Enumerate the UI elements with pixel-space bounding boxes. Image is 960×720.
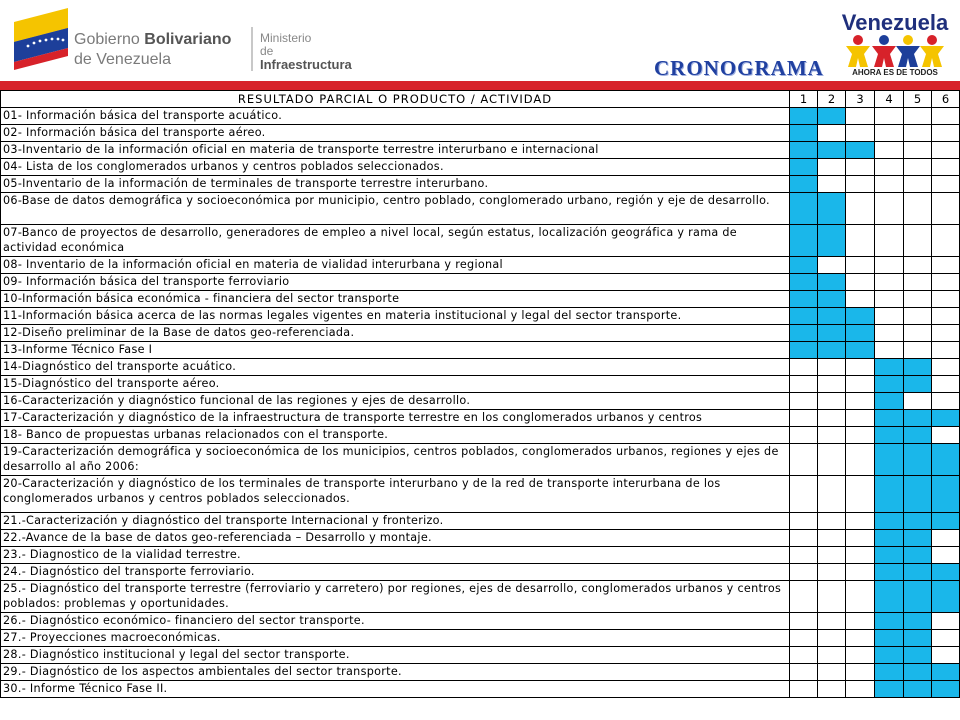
empty-month-cell bbox=[932, 225, 960, 257]
empty-month-cell bbox=[790, 410, 818, 427]
table-row bbox=[1, 427, 960, 444]
empty-month-cell bbox=[846, 530, 875, 547]
empty-month-cell bbox=[904, 176, 932, 193]
empty-month-cell bbox=[790, 630, 818, 647]
empty-month-cell bbox=[932, 291, 960, 308]
scheduled-month-cell bbox=[790, 325, 818, 342]
empty-month-cell bbox=[818, 125, 846, 142]
scheduled-month-cell bbox=[875, 664, 904, 681]
table-row bbox=[1, 142, 960, 159]
empty-month-cell bbox=[875, 108, 904, 125]
table-row bbox=[1, 664, 960, 681]
table-row bbox=[1, 291, 960, 308]
scheduled-month-cell bbox=[875, 427, 904, 444]
activity-label: 10-Información básica económica - financiera del sector transporte bbox=[1, 291, 790, 308]
page-title: CRONOGRAMA bbox=[654, 56, 824, 80]
empty-month-cell bbox=[932, 176, 960, 193]
empty-month-cell bbox=[932, 159, 960, 176]
venezuela-flag-logo bbox=[10, 6, 72, 70]
empty-month-cell bbox=[904, 393, 932, 410]
activity-label: 03-Inventario de la información oficial en materia de transporte terrestre interurbano e internacional bbox=[1, 142, 790, 159]
scheduled-month-cell bbox=[875, 410, 904, 427]
scheduled-month-cell bbox=[904, 581, 932, 613]
empty-month-cell bbox=[904, 225, 932, 257]
empty-month-cell bbox=[846, 681, 875, 698]
scheduled-month-cell bbox=[904, 359, 932, 376]
empty-month-cell bbox=[846, 664, 875, 681]
empty-month-cell bbox=[846, 427, 875, 444]
empty-month-cell bbox=[846, 513, 875, 530]
empty-month-cell bbox=[875, 176, 904, 193]
scheduled-month-cell bbox=[818, 308, 846, 325]
activity-label: 24.- Diagnóstico del transporte ferroviario. bbox=[1, 564, 790, 581]
table-row bbox=[1, 359, 960, 376]
empty-month-cell bbox=[790, 681, 818, 698]
empty-month-cell bbox=[846, 376, 875, 393]
empty-month-cell bbox=[875, 291, 904, 308]
activity-label: 08- Inventario de la información oficial en materia de vialidad interurbana y regional bbox=[1, 257, 790, 274]
empty-month-cell bbox=[875, 159, 904, 176]
activity-label: 25.- Diagnóstico del transporte terrestre (ferroviario y carretero) por regiones, ejes de desarrollo, conglomerados urbanos y centros poblados: problemas y oportunidades. bbox=[1, 581, 790, 613]
scheduled-month-cell bbox=[875, 444, 904, 476]
empty-month-cell bbox=[932, 547, 960, 564]
scheduled-month-cell bbox=[818, 108, 846, 125]
empty-month-cell bbox=[790, 530, 818, 547]
empty-month-cell bbox=[846, 291, 875, 308]
scheduled-month-cell bbox=[790, 142, 818, 159]
ministry-name bbox=[260, 32, 352, 71]
empty-month-cell bbox=[818, 613, 846, 630]
empty-month-cell bbox=[846, 581, 875, 613]
scheduled-month-cell bbox=[875, 564, 904, 581]
scheduled-month-cell bbox=[904, 681, 932, 698]
table-row bbox=[1, 193, 960, 225]
table-row bbox=[1, 274, 960, 291]
empty-month-cell bbox=[790, 664, 818, 681]
empty-month-cell bbox=[875, 225, 904, 257]
empty-month-cell bbox=[846, 564, 875, 581]
empty-month-cell bbox=[846, 159, 875, 176]
activity-label: 18- Banco de propuestas urbanas relacionados con el transporte. bbox=[1, 427, 790, 444]
empty-month-cell bbox=[818, 664, 846, 681]
empty-month-cell bbox=[818, 647, 846, 664]
scheduled-month-cell bbox=[932, 681, 960, 698]
activity-label: 05-Inventario de la información de terminales de transporte terrestre interurbano. bbox=[1, 176, 790, 193]
empty-month-cell bbox=[904, 159, 932, 176]
scheduled-month-cell bbox=[875, 513, 904, 530]
activity-label: 06-Base de datos demográfica y socioeconómica por municipio, centro poblado, conglomerado urbano, región y eje de desarrollo. bbox=[1, 193, 790, 225]
scheduled-month-cell bbox=[904, 613, 932, 630]
scheduled-month-cell bbox=[875, 376, 904, 393]
month-header: 6 bbox=[932, 91, 960, 108]
scheduled-month-cell bbox=[932, 564, 960, 581]
activity-label: 21.-Caracterización y diagnóstico del transporte Internacional y fronterizo. bbox=[1, 513, 790, 530]
scheduled-month-cell bbox=[790, 125, 818, 142]
empty-month-cell bbox=[790, 444, 818, 476]
scheduled-month-cell bbox=[790, 225, 818, 257]
table-header-row bbox=[1, 91, 960, 108]
scheduled-month-cell bbox=[790, 108, 818, 125]
scheduled-month-cell bbox=[818, 225, 846, 257]
empty-month-cell bbox=[790, 359, 818, 376]
empty-month-cell bbox=[875, 142, 904, 159]
table-row bbox=[1, 342, 960, 359]
logo-title: Venezuela bbox=[841, 10, 949, 35]
scheduled-month-cell bbox=[904, 664, 932, 681]
activity-label: 20-Caracterización y diagnóstico de los terminales de transporte interurbano y de la red de transporte interurbana de los conglomerados urbanos y centros poblados seleccionados. bbox=[1, 476, 790, 513]
empty-month-cell bbox=[790, 647, 818, 664]
scheduled-month-cell bbox=[818, 325, 846, 342]
empty-month-cell bbox=[818, 427, 846, 444]
scheduled-month-cell bbox=[875, 547, 904, 564]
table-row bbox=[1, 513, 960, 530]
scheduled-month-cell bbox=[846, 342, 875, 359]
people-figures-icon bbox=[844, 34, 946, 68]
empty-month-cell bbox=[932, 376, 960, 393]
table-row bbox=[1, 125, 960, 142]
month-header: 3 bbox=[846, 91, 875, 108]
empty-month-cell bbox=[904, 125, 932, 142]
table-row bbox=[1, 159, 960, 176]
empty-month-cell bbox=[818, 257, 846, 274]
empty-month-cell bbox=[932, 359, 960, 376]
empty-month-cell bbox=[932, 342, 960, 359]
table-row bbox=[1, 393, 960, 410]
empty-month-cell bbox=[904, 193, 932, 225]
empty-month-cell bbox=[790, 393, 818, 410]
ministry-line2: de bbox=[260, 44, 274, 58]
table-row bbox=[1, 530, 960, 547]
empty-month-cell bbox=[818, 410, 846, 427]
scheduled-month-cell bbox=[818, 291, 846, 308]
venezuela-ahora-es-de-todos-logo bbox=[838, 10, 952, 80]
scheduled-month-cell bbox=[932, 581, 960, 613]
empty-month-cell bbox=[818, 513, 846, 530]
empty-month-cell bbox=[846, 613, 875, 630]
scheduled-month-cell bbox=[818, 193, 846, 225]
activity-label: 04- Lista de los conglomerados urbanos y centros poblados seleccionados. bbox=[1, 159, 790, 176]
empty-month-cell bbox=[846, 125, 875, 142]
gov-line2: de Venezuela bbox=[74, 51, 171, 68]
page-header bbox=[0, 0, 960, 90]
empty-month-cell bbox=[790, 613, 818, 630]
empty-month-cell bbox=[846, 547, 875, 564]
empty-month-cell bbox=[818, 393, 846, 410]
empty-month-cell bbox=[818, 376, 846, 393]
empty-month-cell bbox=[790, 427, 818, 444]
empty-month-cell bbox=[846, 476, 875, 513]
empty-month-cell bbox=[904, 108, 932, 125]
scheduled-month-cell bbox=[904, 410, 932, 427]
table-row bbox=[1, 613, 960, 630]
month-header: 5 bbox=[904, 91, 932, 108]
empty-month-cell bbox=[932, 393, 960, 410]
table-row bbox=[1, 564, 960, 581]
scheduled-month-cell bbox=[790, 257, 818, 274]
scheduled-month-cell bbox=[790, 342, 818, 359]
scheduled-month-cell bbox=[875, 613, 904, 630]
empty-month-cell bbox=[818, 530, 846, 547]
scheduled-month-cell bbox=[904, 630, 932, 647]
month-header: 1 bbox=[790, 91, 818, 108]
empty-month-cell bbox=[846, 630, 875, 647]
empty-month-cell bbox=[846, 410, 875, 427]
government-name bbox=[74, 30, 231, 70]
empty-month-cell bbox=[846, 257, 875, 274]
scheduled-month-cell bbox=[904, 427, 932, 444]
empty-month-cell bbox=[932, 257, 960, 274]
activity-label: 09- Información básica del transporte ferroviario bbox=[1, 274, 790, 291]
activity-label: 11-Información básica acerca de las normas legales vigentes en materia institucional y legal del sector transporte. bbox=[1, 308, 790, 325]
scheduled-month-cell bbox=[790, 159, 818, 176]
empty-month-cell bbox=[875, 342, 904, 359]
scheduled-month-cell bbox=[932, 476, 960, 513]
scheduled-month-cell bbox=[904, 564, 932, 581]
scheduled-month-cell bbox=[904, 530, 932, 547]
activity-label: 27.- Proyecciones macroeconómicas. bbox=[1, 630, 790, 647]
table-row bbox=[1, 257, 960, 274]
scheduled-month-cell bbox=[875, 681, 904, 698]
empty-month-cell bbox=[818, 681, 846, 698]
scheduled-month-cell bbox=[846, 325, 875, 342]
scheduled-month-cell bbox=[875, 359, 904, 376]
empty-month-cell bbox=[818, 630, 846, 647]
empty-month-cell bbox=[846, 108, 875, 125]
scheduled-month-cell bbox=[932, 664, 960, 681]
scheduled-month-cell bbox=[875, 393, 904, 410]
activity-label: 17-Caracterización y diagnóstico de la infraestructura de transporte terrestre en los conglomerados urbanos y centros bbox=[1, 410, 790, 427]
empty-month-cell bbox=[818, 581, 846, 613]
scheduled-month-cell bbox=[875, 476, 904, 513]
scheduled-month-cell bbox=[790, 308, 818, 325]
scheduled-month-cell bbox=[790, 193, 818, 225]
empty-month-cell bbox=[818, 176, 846, 193]
empty-month-cell bbox=[790, 376, 818, 393]
activity-label: 13-Informe Técnico Fase I bbox=[1, 342, 790, 359]
table-row bbox=[1, 476, 960, 513]
empty-month-cell bbox=[932, 427, 960, 444]
schedule-table bbox=[0, 90, 960, 698]
month-header: 4 bbox=[875, 91, 904, 108]
empty-month-cell bbox=[904, 308, 932, 325]
empty-month-cell bbox=[932, 613, 960, 630]
table-row bbox=[1, 630, 960, 647]
empty-month-cell bbox=[818, 359, 846, 376]
empty-month-cell bbox=[790, 581, 818, 613]
empty-month-cell bbox=[818, 444, 846, 476]
empty-month-cell bbox=[846, 274, 875, 291]
logo-subtitle: AHORA ES DE TODOS bbox=[852, 68, 938, 77]
scheduled-month-cell bbox=[875, 647, 904, 664]
scheduled-month-cell bbox=[846, 308, 875, 325]
scheduled-month-cell bbox=[790, 176, 818, 193]
empty-month-cell bbox=[846, 444, 875, 476]
table-row bbox=[1, 325, 960, 342]
empty-month-cell bbox=[904, 342, 932, 359]
scheduled-month-cell bbox=[846, 142, 875, 159]
empty-month-cell bbox=[904, 142, 932, 159]
empty-month-cell bbox=[932, 274, 960, 291]
activity-label: 02- Información básica del transporte aéreo. bbox=[1, 125, 790, 142]
empty-month-cell bbox=[790, 513, 818, 530]
empty-month-cell bbox=[846, 393, 875, 410]
empty-month-cell bbox=[932, 630, 960, 647]
header-red-band bbox=[0, 81, 960, 90]
empty-month-cell bbox=[932, 530, 960, 547]
gov-line1-normal: Gobierno bbox=[74, 31, 145, 48]
table-row bbox=[1, 376, 960, 393]
empty-month-cell bbox=[875, 257, 904, 274]
empty-month-cell bbox=[790, 547, 818, 564]
empty-month-cell bbox=[932, 142, 960, 159]
scheduled-month-cell bbox=[818, 142, 846, 159]
activity-label: 23.- Diagnostico de la vialidad terrestre. bbox=[1, 547, 790, 564]
scheduled-month-cell bbox=[904, 547, 932, 564]
empty-month-cell bbox=[846, 225, 875, 257]
scheduled-month-cell bbox=[932, 513, 960, 530]
empty-month-cell bbox=[846, 647, 875, 664]
table-row bbox=[1, 308, 960, 325]
scheduled-month-cell bbox=[904, 513, 932, 530]
empty-month-cell bbox=[790, 476, 818, 513]
table-row bbox=[1, 444, 960, 476]
scheduled-month-cell bbox=[875, 581, 904, 613]
activity-label: 14-Diagnóstico del transporte acuático. bbox=[1, 359, 790, 376]
table-row bbox=[1, 176, 960, 193]
empty-month-cell bbox=[818, 476, 846, 513]
activity-label: 30.- Informe Técnico Fase II. bbox=[1, 681, 790, 698]
activity-label: 28.- Diagnóstico institucional y legal del sector transporte. bbox=[1, 647, 790, 664]
activity-label: 15-Diagnóstico del transporte aéreo. bbox=[1, 376, 790, 393]
activity-column-header: RESULTADO PARCIAL O PRODUCTO / ACTIVIDAD bbox=[1, 91, 790, 108]
empty-month-cell bbox=[875, 308, 904, 325]
empty-month-cell bbox=[932, 193, 960, 225]
empty-month-cell bbox=[846, 359, 875, 376]
empty-month-cell bbox=[875, 325, 904, 342]
empty-month-cell bbox=[875, 193, 904, 225]
activity-label: 01- Información básica del transporte acuático. bbox=[1, 108, 790, 125]
empty-month-cell bbox=[790, 564, 818, 581]
scheduled-month-cell bbox=[818, 342, 846, 359]
empty-month-cell bbox=[932, 108, 960, 125]
scheduled-month-cell bbox=[904, 476, 932, 513]
scheduled-month-cell bbox=[790, 274, 818, 291]
month-header: 2 bbox=[818, 91, 846, 108]
empty-month-cell bbox=[932, 308, 960, 325]
empty-month-cell bbox=[818, 564, 846, 581]
empty-month-cell bbox=[818, 547, 846, 564]
table-row bbox=[1, 108, 960, 125]
scheduled-month-cell bbox=[875, 530, 904, 547]
table-row bbox=[1, 410, 960, 427]
scheduled-month-cell bbox=[932, 444, 960, 476]
table-row bbox=[1, 547, 960, 564]
table-row bbox=[1, 647, 960, 664]
empty-month-cell bbox=[846, 176, 875, 193]
table-row bbox=[1, 225, 960, 257]
scheduled-month-cell bbox=[904, 647, 932, 664]
empty-month-cell bbox=[875, 274, 904, 291]
ministry-line3: Infraestructura bbox=[260, 57, 352, 72]
header-divider bbox=[251, 27, 253, 71]
empty-month-cell bbox=[932, 125, 960, 142]
scheduled-month-cell bbox=[932, 410, 960, 427]
table-row bbox=[1, 581, 960, 613]
scheduled-month-cell bbox=[790, 291, 818, 308]
empty-month-cell bbox=[904, 325, 932, 342]
activity-label: 22.-Avance de la base de datos geo-referenciada – Desarrollo y montaje. bbox=[1, 530, 790, 547]
empty-month-cell bbox=[875, 125, 904, 142]
empty-month-cell bbox=[932, 647, 960, 664]
activity-label: 19-Caracterización demográfica y socioeconómica de los municipios, centros poblados, conglomerados urbanos, regiones y ejes de desarrollo al año 2006: bbox=[1, 444, 790, 476]
activity-label: 29.- Diagnóstico de los aspectos ambientales del sector transporte. bbox=[1, 664, 790, 681]
empty-month-cell bbox=[846, 193, 875, 225]
scheduled-month-cell bbox=[818, 274, 846, 291]
empty-month-cell bbox=[818, 159, 846, 176]
ministry-line1: Ministerio bbox=[260, 31, 312, 45]
table-row bbox=[1, 681, 960, 698]
scheduled-month-cell bbox=[875, 630, 904, 647]
scheduled-month-cell bbox=[904, 444, 932, 476]
empty-month-cell bbox=[932, 325, 960, 342]
gov-line1-bold: Bolivariano bbox=[144, 31, 232, 48]
empty-month-cell bbox=[904, 291, 932, 308]
activity-label: 16-Caracterización y diagnóstico funcional de las regiones y ejes de desarrollo. bbox=[1, 393, 790, 410]
scheduled-month-cell bbox=[904, 376, 932, 393]
empty-month-cell bbox=[904, 274, 932, 291]
activity-label: 26.- Diagnóstico económico- financiero del sector transporte. bbox=[1, 613, 790, 630]
activity-label: 12-Diseño preliminar de la Base de datos geo-referenciada. bbox=[1, 325, 790, 342]
empty-month-cell bbox=[904, 257, 932, 274]
activity-label: 07-Banco de proyectos de desarrollo, generadores de empleo a nivel local, según estatus, localización geográfica y rama de actividad económica bbox=[1, 225, 790, 257]
